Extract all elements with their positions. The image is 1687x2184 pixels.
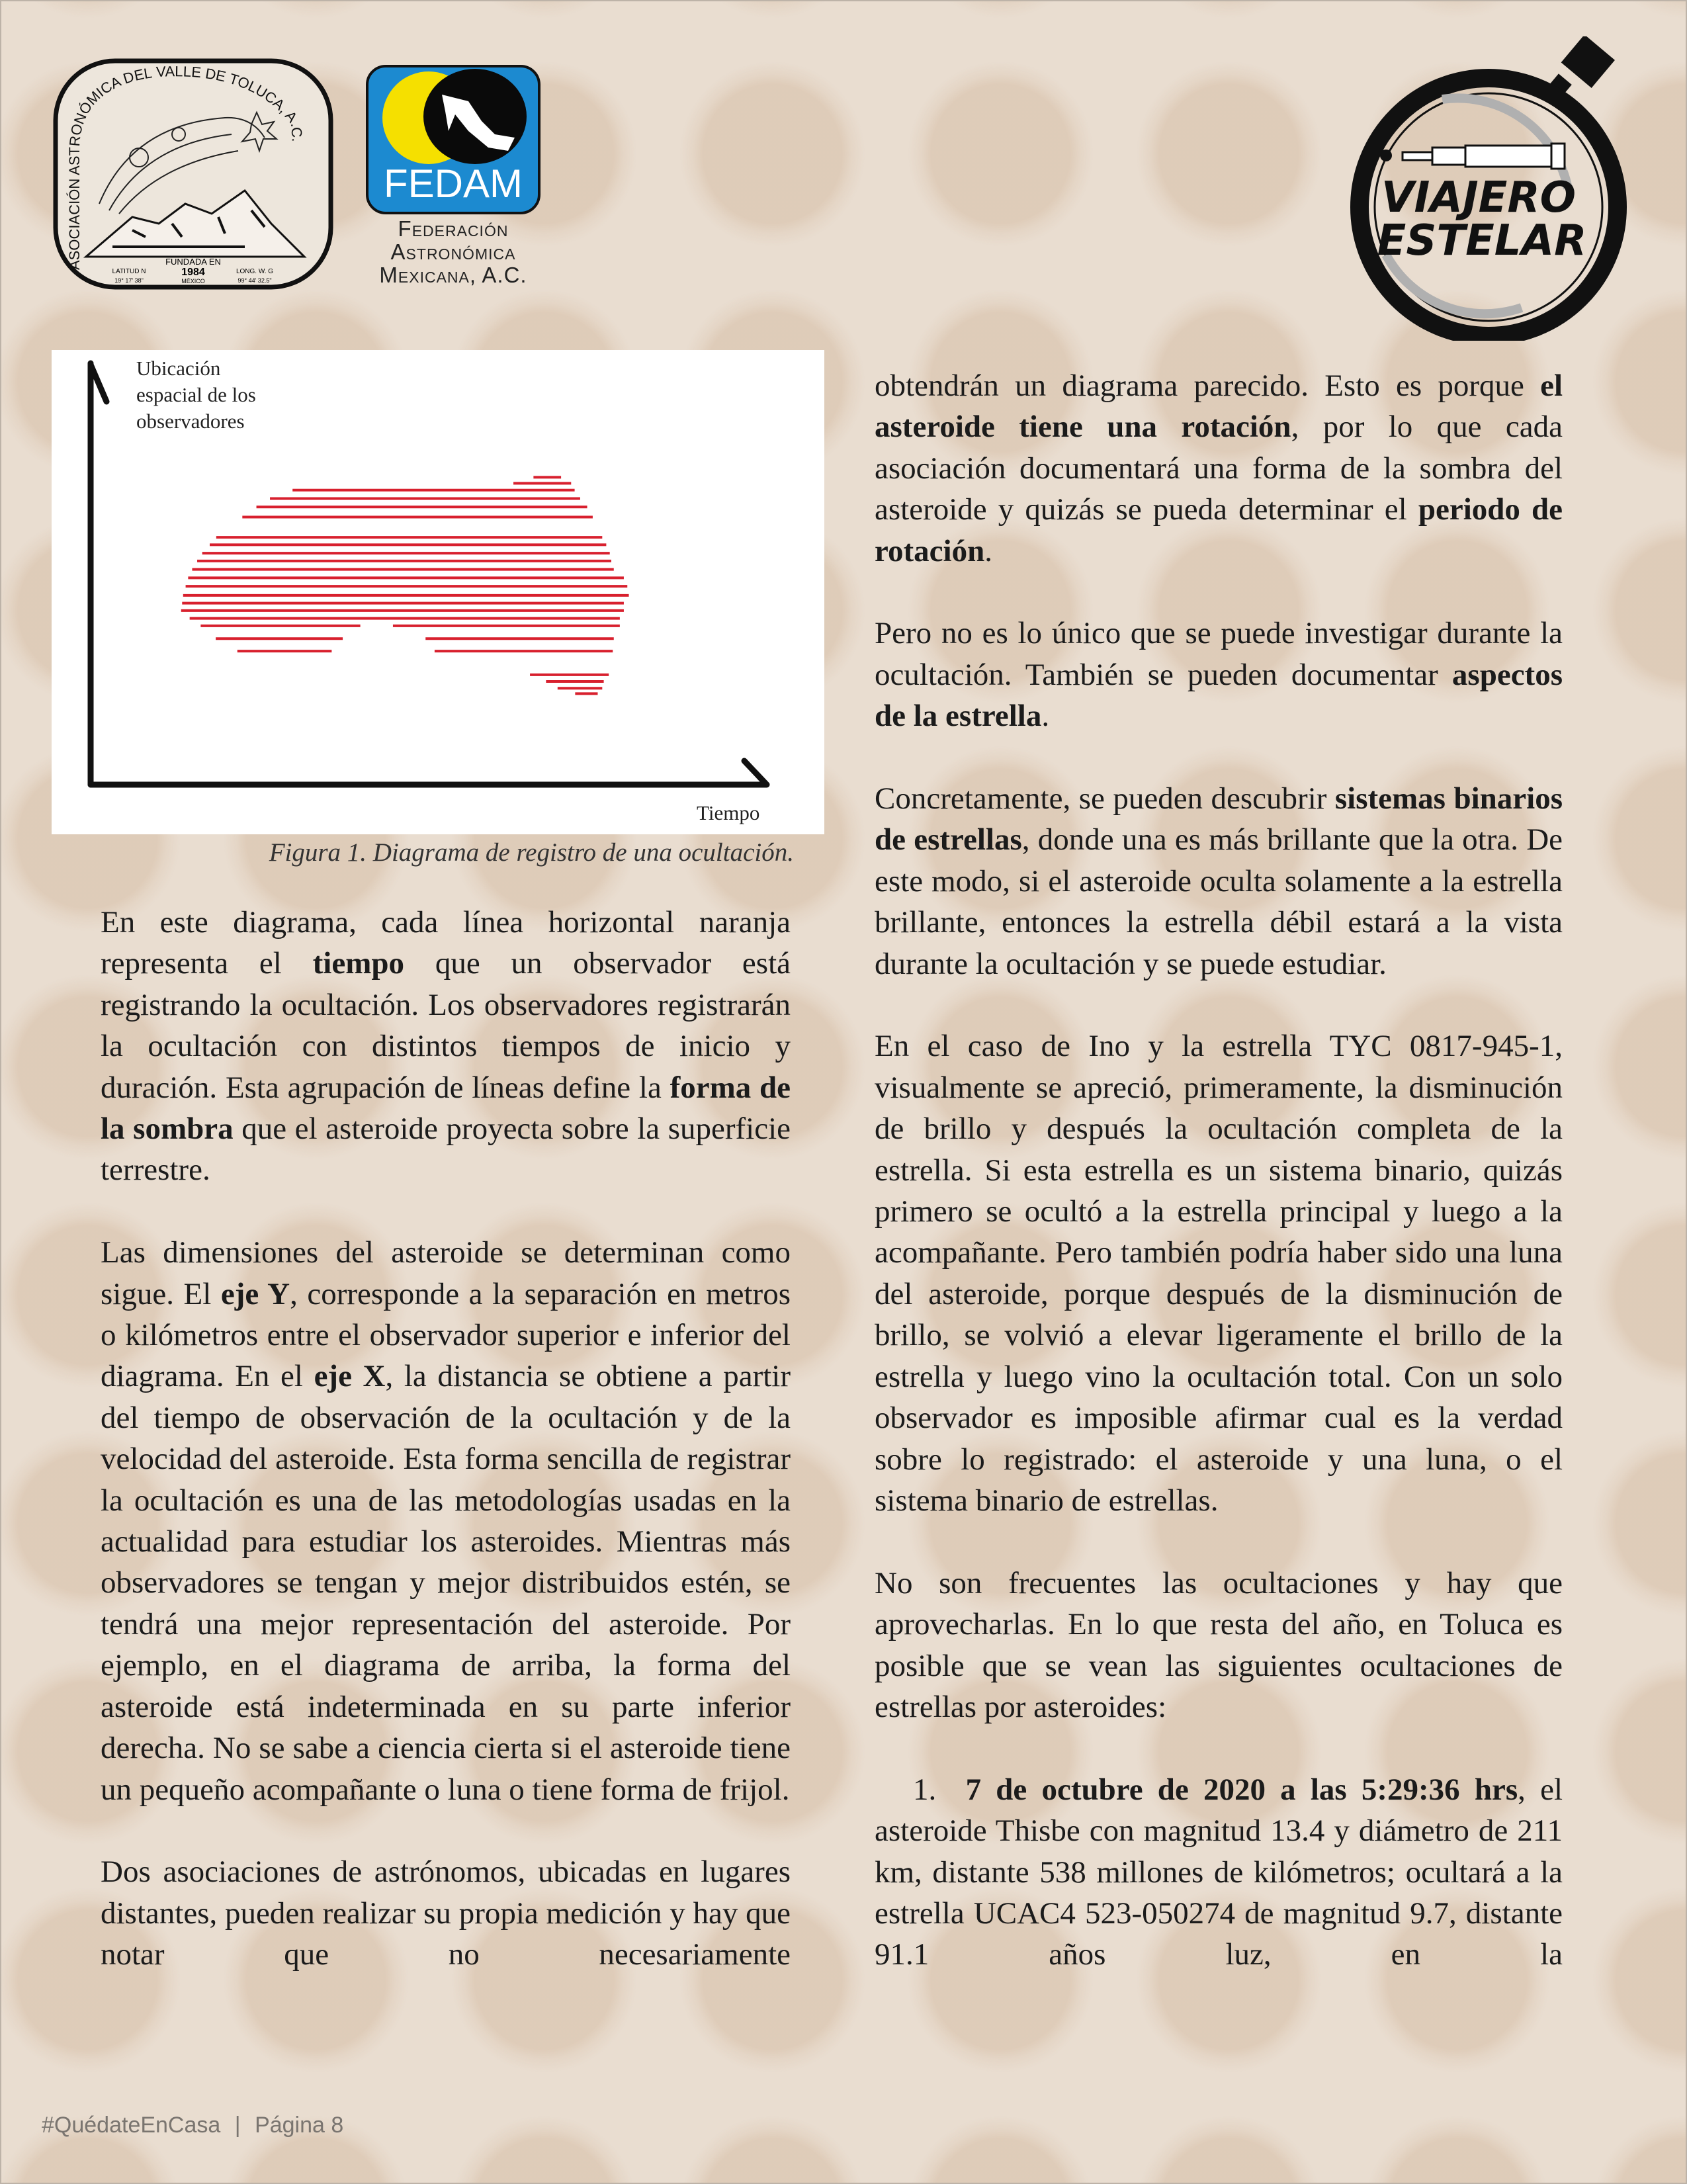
svg-text:ESTELAR: ESTELAR	[1377, 216, 1587, 265]
observer-chords	[181, 477, 629, 693]
paragraph	[875, 1026, 1563, 1521]
x-axis	[91, 761, 767, 785]
bold-text: 7 de octubre de 2020 a las 5:29:36 hrs	[965, 1772, 1518, 1807]
footer-separator: |	[234, 2113, 241, 2138]
x-axis-label: Tiempo	[697, 801, 760, 824]
bold-text: forma de la sombra	[101, 1070, 791, 1147]
paragraph	[875, 1563, 1563, 1728]
text: , corresponde a la separación en metros o kilómetros entre el observador superior e inferior del diagrama. En el	[101, 1276, 791, 1394]
occultation-diagram	[52, 350, 824, 834]
list-number: 1.	[913, 1772, 966, 1807]
bold-text: el asteroide tiene una rotación	[875, 369, 1563, 445]
y-axis-label: Ubicación espacial de los observadores	[136, 357, 256, 433]
svg-text:99° 44' 32.5": 99° 44' 32.5"	[238, 277, 272, 284]
text: , por lo que cada asociación documentará una forma de la sombra del asteroide y quizás se pueda determinar el	[875, 410, 1563, 527]
fedam-wordmark: FEDAM	[384, 161, 523, 206]
text: .	[1041, 699, 1050, 734]
text: No son frecuentes las ocultaciones y hay que aprovecharlas. En lo que resta del año, en Toluca es posible que se vean las siguientes ocultaciones de estrellas por asteroides:	[875, 1565, 1563, 1724]
text: , la distancia se obtiene a partir del tiempo de observación de la ocultación y de la velocidad del asteroide. Esta forma sencilla de registrar la ocultación es una de las metodologías usadas en la actualidad para estudiar los asteroides. Mientras más observadores se tengan y mejor distribuidos estén, se tendrá una mejor representación del asteroide. Por ejemplo, en el diagrama de arriba, la forma del asteroide está indeterminada en su parte inferior derecha. No se sabe a ciencia cierta si el asteroide tiene un pequeño acompañante o luna o tiene forma de frijol.	[101, 1359, 791, 1807]
svg-text:19° 17' 38": 19° 17' 38"	[114, 277, 144, 284]
aavt-logo	[53, 58, 333, 290]
right-column	[875, 365, 1563, 2017]
viajero-estelar-logo	[1323, 36, 1627, 341]
text: Dos asociaciones de astrónomos, ubicadas en lugares distantes, pueden realizar su propia medición y hay que notar que no necesariamente	[101, 1855, 791, 1972]
fedam-caption: Federación Astronómica Mexicana, A.C.	[379, 216, 527, 287]
paragraph	[875, 365, 1563, 572]
text: En este diagrama, cada línea horizontal naranja representa el	[101, 905, 791, 981]
aavt-name-text: ASOCIACIÓN ASTRONÓMICA DEL VALLE DE TOLUCA, A.C.	[65, 63, 306, 270]
svg-text:FUNDADA EN: FUNDADA EN	[165, 257, 221, 267]
svg-text:1984: 1984	[181, 267, 205, 278]
list-item	[875, 1769, 1563, 1976]
left-column	[101, 902, 791, 2017]
figure-caption: Figura 1. Diagrama de registro de una ocultación.	[269, 838, 794, 867]
svg-text:LATITUD N: LATITUD N	[112, 268, 146, 275]
text: que un observador está registrando la ocultación. Los observadores registrarán la ocultación con distintos tiempos de inicio y duración. Esta agrupación de líneas define la	[101, 946, 791, 1105]
text: Pero no es lo único que se puede investigar durante la ocultación. También se pueden documentar	[875, 616, 1563, 692]
footer-hashtag: #QuédateEnCasa	[42, 2113, 221, 2138]
bold-text: aspectos de la estrella	[875, 657, 1563, 734]
telescope-icon	[1403, 144, 1565, 169]
footer	[42, 2113, 343, 2138]
paragraph	[101, 1851, 791, 1975]
text: .	[984, 533, 992, 568]
fedam-logo	[366, 65, 541, 214]
y-axis	[91, 363, 107, 785]
svg-text:LONG. W. G: LONG. W. G	[236, 268, 274, 275]
text: , donde una es más brillante que la otra. De este modo, si el asteroide oculta solamente a la estrella brillante, entonces la estrella débil estará a la vista durante la ocultación y se puede estudiar.	[875, 822, 1563, 981]
text: Las dimensiones del asteroide se determinan como sigue. El	[101, 1235, 791, 1311]
paragraph	[101, 902, 791, 1191]
bold-text: eje X	[314, 1359, 386, 1394]
paragraph	[875, 778, 1563, 984]
text: Concretamente, se pueden descubrir	[875, 781, 1335, 816]
bold-text: periodo de rotación	[875, 492, 1563, 568]
bold-text: eje Y	[220, 1276, 290, 1311]
svg-text:MÉXICO: MÉXICO	[181, 278, 205, 284]
text: obtendrán un diagrama parecido. Esto es porque	[875, 369, 1541, 403]
text: En el caso de Ino y la estrella TYC 0817-945-1, visualmente se apreció, primeramente, la disminución de brillo y después la ocultación completa de la estrella. Si esta estrella es un sistema binario, quizás primero se ocultó a la estrella principal y luego a la acompañante. Pero también podría haber sido una luna del asteroide, porque después de la disminución de brillo, se volvió a elevar ligeramente el brillo de la estrella y luego vino la ocultación total. Con un solo observador es imposible afirmar cual es la verdad sobre lo registrado: el asteroide y una luna, o el sistema binario de estrellas.	[875, 1029, 1563, 1518]
page-number: Página 8	[255, 2113, 344, 2138]
svg-text:VIAJERO: VIAJERO	[1381, 173, 1577, 222]
bold-text: tiempo	[312, 946, 405, 981]
text: que el asteroide proyecta sobre la superficie terrestre.	[101, 1112, 791, 1188]
text: , el asteroide Thisbe con magnitud 13.4 y diámetro de 211 km, distante 538 millones de kilómetros; ocultará a la estrella UCAC4 523-050274 de magnitud 9.7, distante 91.1 años luz, en la	[875, 1772, 1563, 1972]
paragraph	[101, 1232, 791, 1810]
bold-text: sistemas binarios de estrellas	[875, 781, 1563, 857]
paragraph	[875, 613, 1563, 736]
